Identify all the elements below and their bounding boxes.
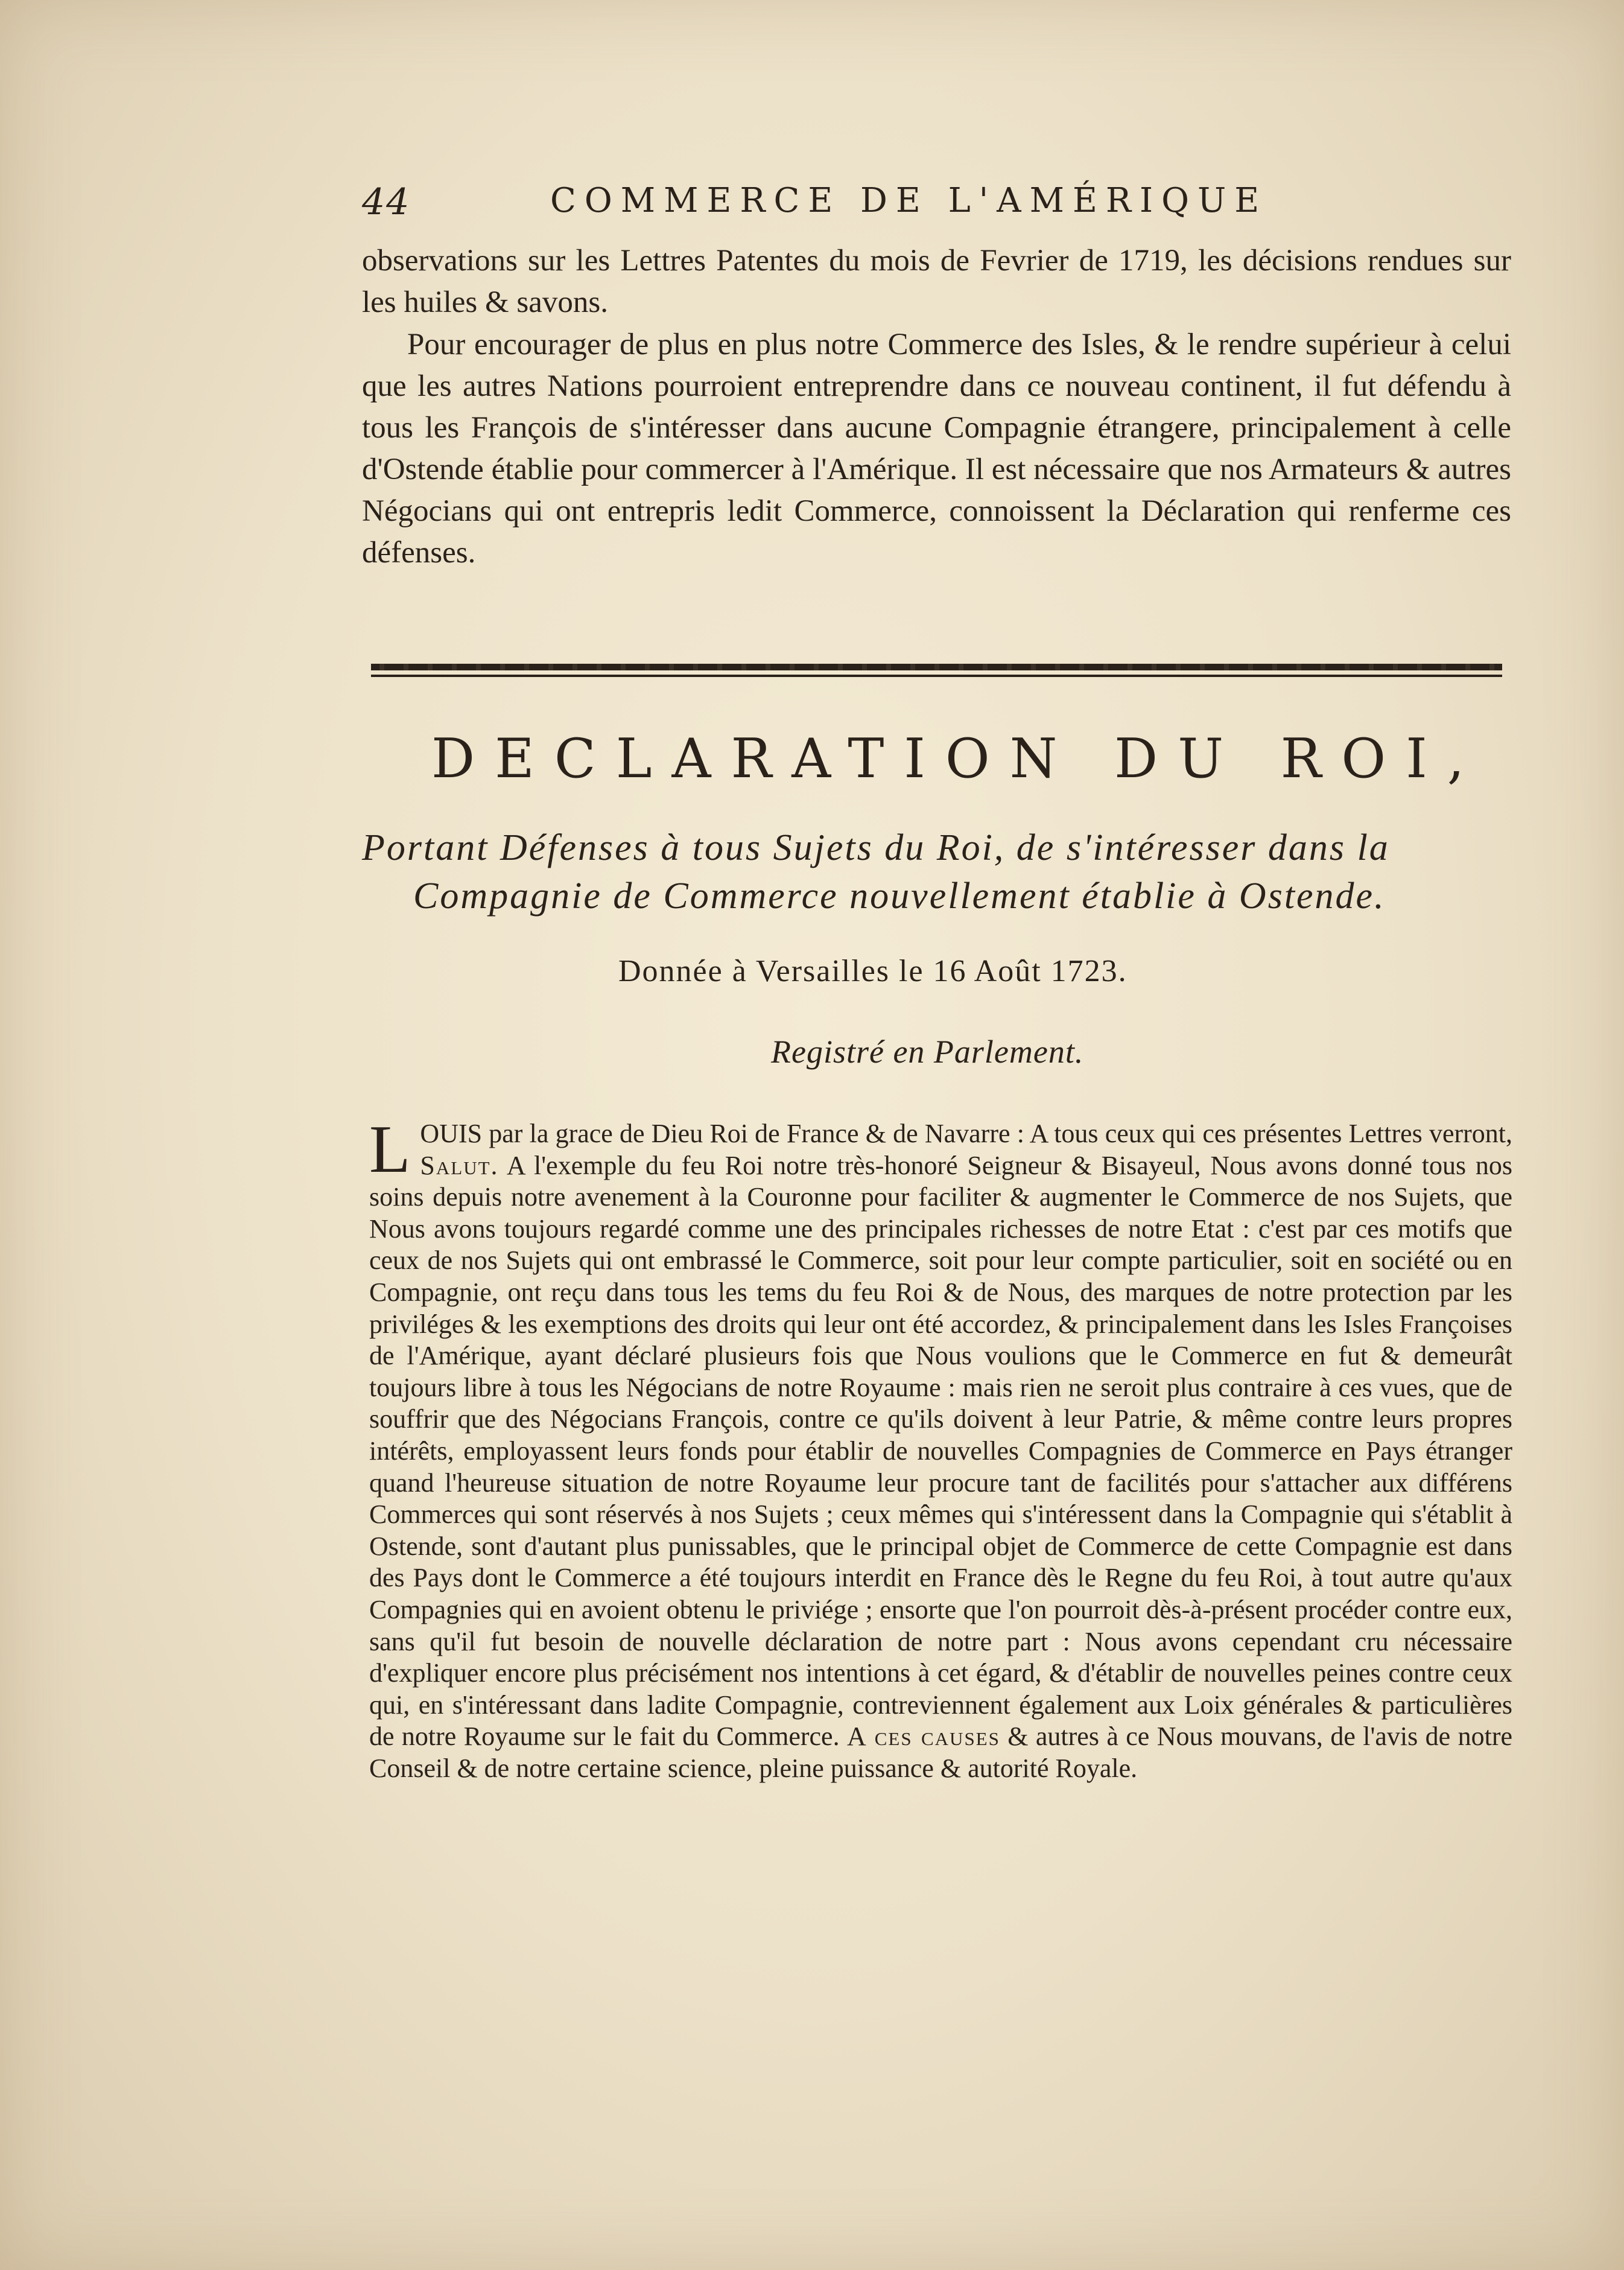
salut-word: Salut. xyxy=(420,1150,499,1180)
given-date: Donnée à Versailles le 16 Août 1723. xyxy=(618,954,1128,988)
ornamental-rule xyxy=(371,664,1502,678)
rule-thin-line xyxy=(371,675,1502,677)
body-text-main: A l'exemple du feu Roi notre très-honoré Seigneur & Bisayeul, Nous avons donné tous nos soins depuis notre avenement à la Couronne pour faciliter & augmenter le Commerce de nos Sujets, que Nous avons toujours regardé comme une des principales richesses de notre Etat : c'est par ces motifs que ceux de nos Sujets qui ont embrassé le Commerce, soit pour leur compte particulier, soit en société ou en Compagnie, ont reçu dans tous les tems du feu Roi & de Nous, des marques de notre protection par les priviléges & les exemptions des droits qui leur ont été accordez, & principalement dans les Isles Françoises de l'Amérique, ayant déclaré plusieurs fois que Nous voulions que le Commerce en fut & demeurât toujours libre à tous les Négocians de notre Royaume : mais rien ne seroit plus contraire à ces vues, que de souffrir que des Négocians François, contre ce qu'ils doivent à leur Patrie, & même contre leurs propres intérêts, employassent leurs fonds pour établir de nouvelles Compagnies de Commerce en Pays étranger quand l'heureuse situation de notre Royaume leur procure tant de facilités pour s'attacher aux différens Commerces qui sont réservés à nos Sujets ; ceux mêmes qui s'intéressent dans la Compagnie qui s'établit à Ostende, sont d'autant plus punissables, que le principal objet de Commerce de cette Compagnie est dans des Pays dont le Commerce a été toujours interdit en France dès le Regne du feu Roi, à tout autre qu'aux Compagnies qui en avoient obtenu le priviége ; ensorte que l'on pourroit dès-à-présent procéder contre eux, sans qu'il fut besoin de nouvelle déclaration de notre part : Nous avons cependant cru nécessaire d'expliquer encore plus précisément nos intentions à cet égard, & d'établir de nouvelles peines contre ceux qui, en s'intéressant dans ladite Compagnie, contreviennent également aux Loix générales & particulières de notre Royaume sur le fait du Commerce. xyxy=(369,1150,1512,1752)
body-text-closing: & autres à ce Nous mouvans, de l'avis de notre Conseil & de notre certaine science, pleine puissance & autorité Royale. xyxy=(369,1722,1513,1783)
body-opening: OUIS par la grace de Dieu Roi de France & de Navarre : A tous ceux qui ces présentes Lettres verront, xyxy=(420,1119,1512,1148)
registered-note: Registré en Parlement. xyxy=(771,1034,1084,1070)
declaration-body xyxy=(369,1112,1513,1784)
subtitle-line-1: Portant Défenses à tous Sujets du Roi, de s'intéresser dans la xyxy=(362,827,1390,868)
declaration-title: DECLARATION DU ROI, xyxy=(431,727,1485,790)
page-number: 44 xyxy=(362,181,411,223)
declaration-subtitle xyxy=(362,824,1514,920)
intro-paragraph-continued: observations sur les Lettres Patentes du mois de Fevrier de 1719, les décisions rendues sur les huiles & savons. xyxy=(362,244,1511,319)
page-header xyxy=(362,181,1508,229)
intro-paragraph: Pour encourager de plus en plus notre Commerce des Isles, & le rendre supérieur à celui que les autres Nations pourroient entreprendre dans ce nouveau continent, il fut défendu à tous les François de s'intéresser dans aucune Compagnie étrangere, principalement à celle d'Ostende établie pour commercer à l'Amérique. Il est nécessaire que nos Armateurs & autres Négocians qui ont entrepris ledit Commerce, connoissent la Déclaration qui renferme ces défenses. xyxy=(362,328,1511,570)
subtitle-line-2: Compagnie de Commerce nouvellement établie à Ostende. xyxy=(413,876,1386,917)
drop-cap: L xyxy=(369,1112,411,1187)
a-ces-causes: A ces causes xyxy=(846,1722,1000,1752)
rule-thick-line xyxy=(371,664,1502,670)
running-title: COMMERCE DE L'AMÉRIQUE xyxy=(550,181,1268,220)
